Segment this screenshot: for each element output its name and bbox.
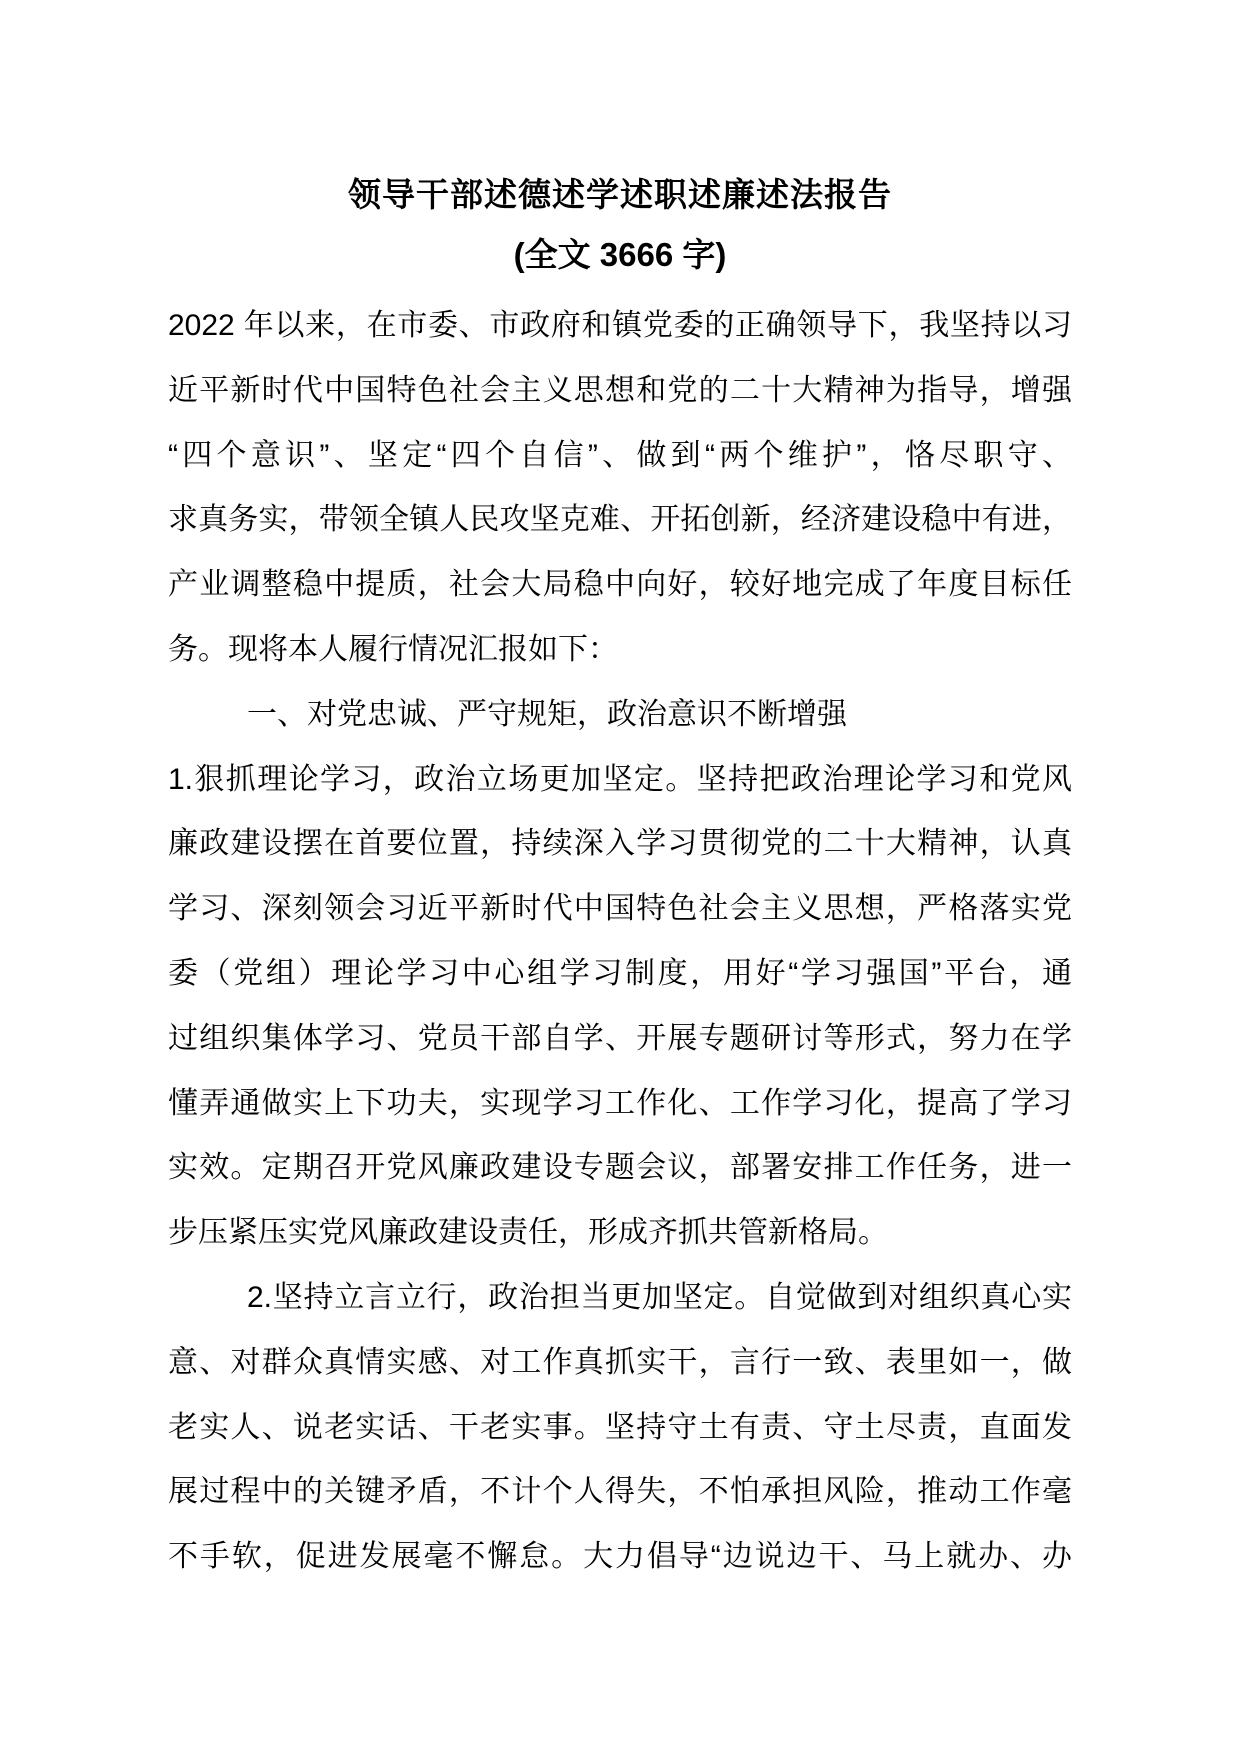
body-line: 1.狠抓理论学习，政治立场更加坚定。坚持把政治理论学习和党风 xyxy=(168,762,1072,796)
body-line: 懂弄通做实上下功夫，实现学习工作化、工作学习化，提高了学习 xyxy=(168,1086,1072,1120)
body-line: 过组织集体学习、党员干部自学、开展专题研讨等形式，努力在学 xyxy=(168,1021,1072,1055)
body-line: 委（党组）理论学习中心组学习制度，用好“学习强国”平台，通 xyxy=(168,956,1072,990)
document-title: 领导干部述德述学述职述廉述法报告 xyxy=(348,176,892,213)
body-line: 意、对群众真情实感、对工作真抓实干，言行一致、表里如一，做 xyxy=(168,1345,1072,1379)
body-line: 2022 年以来，在市委、市政府和镇党委的正确领导下，我坚持以习 xyxy=(168,309,1072,342)
body-line: 不手软，促进发展毫不懈怠。大力倡导“边说边干、马上就办、办 xyxy=(168,1540,1072,1574)
document-body xyxy=(168,294,1072,1590)
body-line: 步压紧压实党风廉政建设责任，形成齐抓共管新格局。 xyxy=(168,1216,888,1250)
body-line: 近平新时代中国特色社会主义思想和党的二十大精神为指导，增强 xyxy=(168,373,1072,407)
body-line: 老实人、说老实话、干老实事。坚持守土有责、守土尽责，直面发 xyxy=(168,1410,1072,1444)
body-line: 2.坚持立言立行，政治担当更加坚定。自觉做到对组织真心实 xyxy=(247,1280,1072,1314)
body-line: 展过程中的关键矛盾，不计个人得失，不怕承担风险，推动工作毫 xyxy=(168,1475,1072,1509)
body-line: 学习、深刻领会习近平新时代中国特色社会主义思想，严格落实党 xyxy=(168,892,1072,926)
section-heading: 一、对党忠诚、严守规矩，政治意识不断增强 xyxy=(247,697,847,731)
body-line: 务。现将本人履行情况汇报如下： xyxy=(168,632,618,666)
body-line: 实效。定期召开党风廉政建设专题会议，部署安排工作任务，进一 xyxy=(168,1151,1072,1185)
body-line: 产业调整稳中提质，社会大局稳中向好，较好地完成了年度目标任 xyxy=(168,568,1072,602)
body-line: 廉政建设摆在首要位置，持续深入学习贯彻党的二十大精神，认真 xyxy=(168,827,1072,861)
body-line: “四个意识”、坚定“四个自信”、做到“两个维护”，恪尽职守、 xyxy=(168,438,1072,472)
document-subtitle: (全文 3666 字) xyxy=(513,236,727,273)
body-line: 求真务实，带领全镇人民攻坚克难、开拓创新，经济建设稳中有进， xyxy=(168,503,1072,537)
